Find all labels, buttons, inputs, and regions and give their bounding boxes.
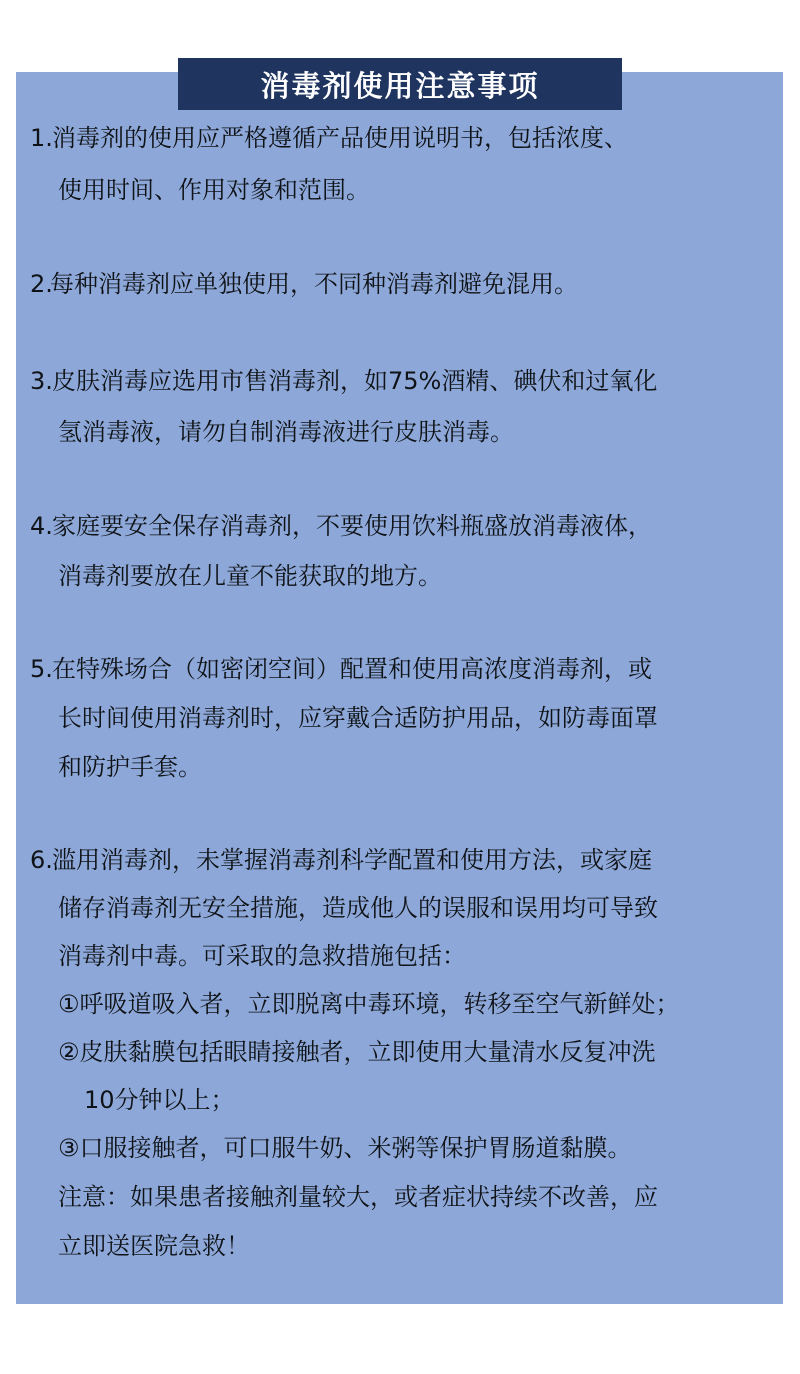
content-panel bbox=[16, 72, 783, 1304]
item-5-line-2: 长时间使用消毒剂时，应穿戴合适防护用品，如防毒面罩 bbox=[58, 704, 658, 732]
note-line-2: 立即送医院急救！ bbox=[58, 1232, 250, 1260]
item-5-line-3: 和防护手套。 bbox=[58, 753, 202, 781]
item-1-number: 1. bbox=[30, 124, 53, 152]
first-aid-2-line-1: ②皮肤黏膜包括眼睛接触者，立即使用大量清水反复冲洗 bbox=[58, 1038, 656, 1066]
item-5-line-1: 在特殊场合（如密闭空间）配置和使用高浓度消毒剂，或 bbox=[52, 655, 652, 683]
note-line-1: 注意：如果患者接触剂量较大，或者症状持续不改善，应 bbox=[58, 1183, 658, 1211]
item-4-line-1: 家庭要安全保存消毒剂，不要使用饮料瓶盛放消毒液体， bbox=[52, 512, 652, 540]
item-6-number: 6. bbox=[30, 846, 53, 874]
page-title: 消毒剂使用注意事项 bbox=[178, 58, 622, 110]
item-2-number: 2. bbox=[30, 270, 53, 298]
item-3-line-2: 氢消毒液，请勿自制消毒液进行皮肤消毒。 bbox=[58, 418, 514, 446]
first-aid-1: ①呼吸道吸入者，立即脱离中毒环境，转移至空气新鲜处； bbox=[58, 990, 680, 1018]
item-2-line-1: 每种消毒剂应单独使用，不同种消毒剂避免混用。 bbox=[50, 270, 578, 298]
item-4-line-2: 消毒剂要放在儿童不能获取的地方。 bbox=[58, 562, 442, 590]
first-aid-2-line-2: 10分钟以上； bbox=[84, 1086, 235, 1114]
item-6-line-2: 储存消毒剂无安全措施，造成他人的误服和误用均可导致 bbox=[58, 894, 658, 922]
first-aid-3: ③口服接触者，可口服牛奶、米粥等保护胃肠道黏膜。 bbox=[58, 1134, 632, 1162]
item-1-line-2: 使用时间、作用对象和范围。 bbox=[58, 176, 370, 204]
item-6-line-1: 滥用消毒剂，未掌握消毒剂科学配置和使用方法，或家庭 bbox=[52, 846, 652, 874]
item-5-number: 5. bbox=[30, 655, 53, 683]
item-3-line-1: 皮肤消毒应选用市售消毒剂，如75%酒精、碘伏和过氧化 bbox=[52, 367, 658, 395]
item-3-number: 3. bbox=[30, 367, 53, 395]
item-1-line-1: 消毒剂的使用应严格遵循产品使用说明书，包括浓度、 bbox=[52, 124, 628, 152]
item-6-line-3: 消毒剂中毒。可采取的急救措施包括： bbox=[58, 942, 466, 970]
item-4-number: 4. bbox=[30, 512, 53, 540]
